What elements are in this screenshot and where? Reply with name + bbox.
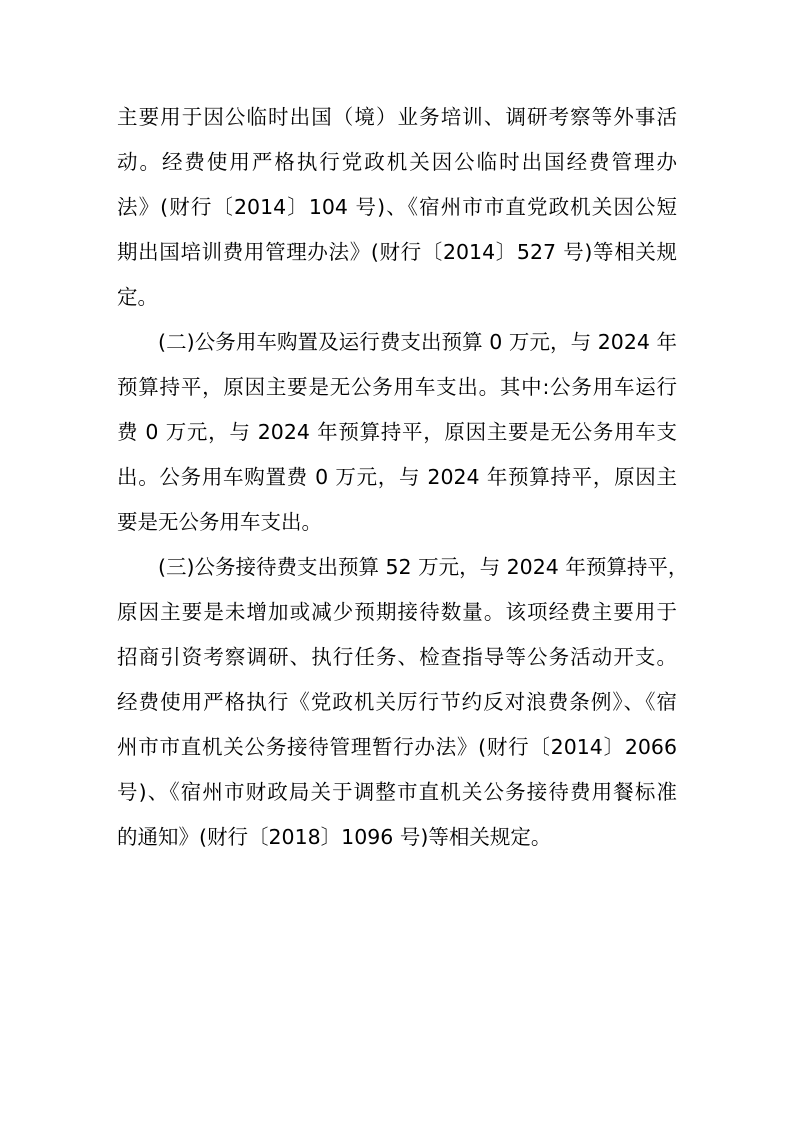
paragraph-3-line-2: 原因主要是未增加或减少预期接待数量。该项经费主要用于 xyxy=(117,600,677,624)
paragraph-1-line-5: 定。 xyxy=(117,285,158,309)
paragraph-3-line-1: (三)公务接待费支出预算 52 万元，与 2024 年预算持平， xyxy=(158,555,689,579)
paragraph-3-line-6: 号)、《宿州市财政局关于调整市直机关公务接待费用餐标准 xyxy=(117,780,677,804)
paragraph-2-line-5: 要是无公务用车支出。 xyxy=(117,510,322,534)
paragraph-3-line-7: 的通知》(财行〔2018〕1096 号)等相关规定。 xyxy=(117,825,552,849)
paragraph-1-line-2: 动。经费使用严格执行党政机关因公临时出国经费管理办 xyxy=(117,150,677,174)
paragraph-3-line-3: 招商引资考察调研、执行任务、检查指导等公务活动开支。 xyxy=(117,645,677,669)
paragraph-2-line-4: 出。公务用车购置费 0 万元，与 2024 年预算持平，原因主 xyxy=(117,465,677,489)
paragraph-1-line-3: 法》(财行〔2014〕104 号)、《宿州市市直党政机关因公短 xyxy=(117,195,677,219)
paragraph-3-line-4: 经费使用严格执行《党政机关厉行节约反对浪费条例》、《宿 xyxy=(117,690,677,714)
paragraph-2-line-1: (二)公务用车购置及运行费支出预算 0 万元，与 2024 年 xyxy=(158,330,677,354)
paragraph-2-line-2: 预算持平，原因主要是无公务用车支出。其中:公务用车运行 xyxy=(117,375,677,399)
paragraph-1-line-4: 期出国培训费用管理办法》(财行〔2014〕527 号)等相关规 xyxy=(117,240,677,264)
paragraph-2-line-3: 费 0 万元，与 2024 年预算持平，原因主要是无公务用车支 xyxy=(117,420,677,444)
paragraph-1-line-1: 主要用于因公临时出国（境）业务培训、调研考察等外事活 xyxy=(117,105,677,129)
paragraph-3-line-5: 州市市直机关公务接待管理暂行办法》(财行〔2014〕2066 xyxy=(117,735,677,759)
